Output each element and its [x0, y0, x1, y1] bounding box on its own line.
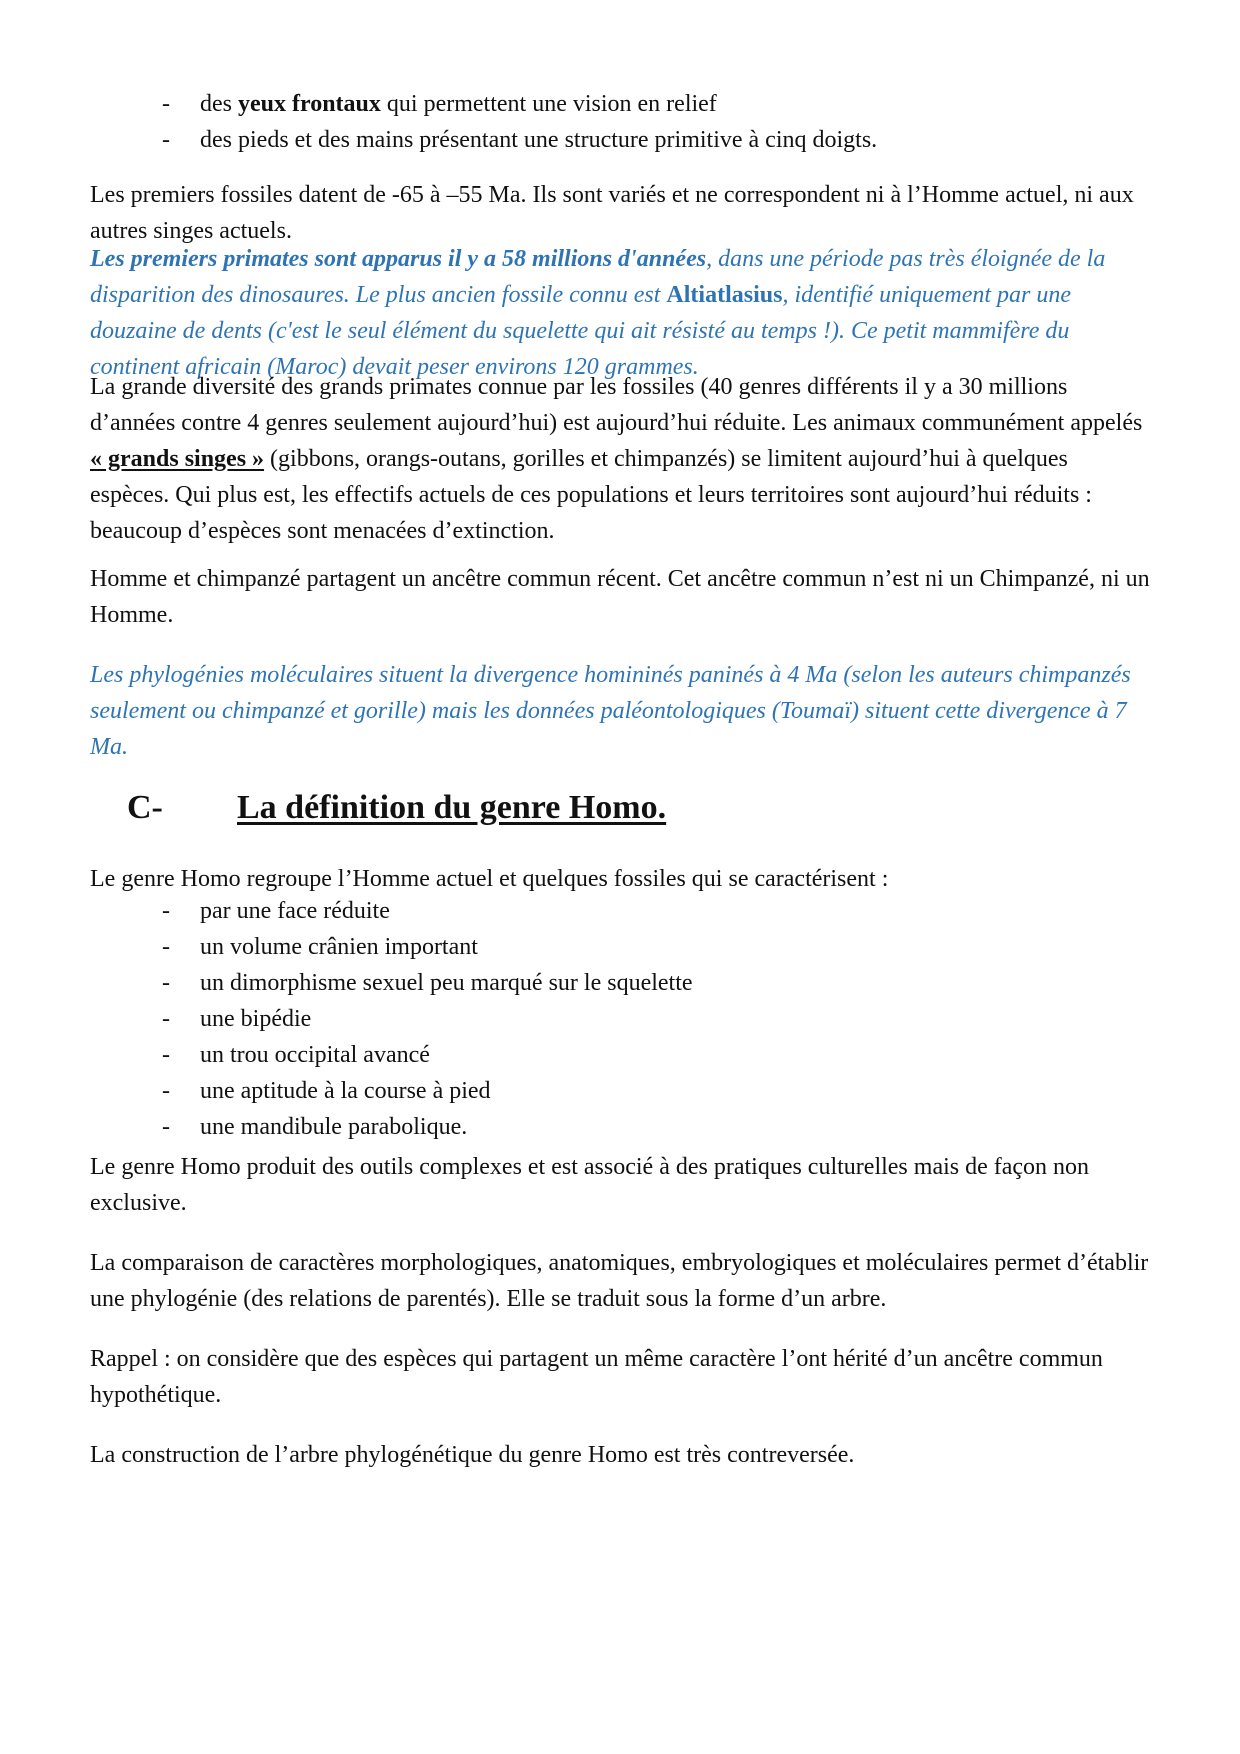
paragraph-comparison: La comparaison de caractères morphologiques, anatomiques, embryologiques et moléculaires permet d’établir une phylogénie (des relations de parentés). Elle se traduit sous la forme d’un arbre. [90, 1250, 1149, 1312]
paragraph-primates-highlight: Les premiers primates sont apparus il y a 58 millions d'années, dans une période pas très éloignée de la disparition des dinosaures. Le plus ancien fossile connu est Altiatlasius, identifié uniquement par une douzaine de dents (c'est le seul élément du squelette qui ait résisté au temps !). Ce petit mammifère du continent africain (Maroc) devait peser environs 120 grammes. [90, 246, 1106, 380]
altiatlasius-term: Altiatlasius [666, 282, 783, 308]
paragraph-rappel: Rappel : on considère que des espèces qui partagent un même caractère l’ont hérité d’un ancêtre commun hypothétique. [90, 1346, 1103, 1408]
dash-bullet: - [162, 934, 170, 960]
paragraph-ancestor: Homme et chimpanzé partagent un ancêtre commun récent. Cet ancêtre commun n’est ni un Chimpanzé, ni un Homme. [90, 566, 1150, 628]
dash-bullet: - [162, 970, 170, 996]
section-letter: C- [127, 789, 163, 826]
top-bullet-list [90, 86, 1150, 158]
paragraph-genre-intro: Le genre Homo regroupe l’Homme actuel et quelques fossiles qui se caractérisent : [90, 866, 889, 892]
bold-term: yeux frontaux [238, 91, 381, 117]
section-title: La définition du genre Homo. [237, 789, 667, 826]
dash-bullet: - [162, 1114, 170, 1140]
section-heading [127, 786, 666, 830]
list-item: - des pieds et des mains présentant une structure primitive à cinq doigts. [90, 122, 1150, 158]
homo-traits-list [90, 893, 1150, 1145]
grands-singes-term: « grands singes » [90, 446, 265, 472]
list-item: - un volume crânien important [90, 929, 1150, 965]
list-item: - un dimorphisme sexuel peu marqué sur le squelette [90, 965, 1150, 1001]
dash-bullet: - [162, 91, 170, 117]
paragraph-phylogenies-highlight: Les phylogénies moléculaires situent la divergence homininés paninés à 4 Ma (selon les auteurs chimpanzés seulement ou chimpanzé et gorille) mais les données paléontologiques (Toumaï) situent cette divergence à 7 Ma. [90, 662, 1131, 760]
list-item: - une bipédie [90, 1001, 1150, 1037]
dash-bullet: - [162, 127, 170, 153]
dash-bullet: - [162, 1006, 170, 1032]
paragraph-diversity: La grande diversité des grands primates connue par les fossiles (40 genres différents il y a 30 millions d’années contre 4 genres seulement aujourd’hui) est aujourd’hui réduite. Les animaux communément appelés « grands singes » (gibbons, orangs-outans, gorilles et chimpanzés) se limitent aujourd’hui à quelques espèces. Qui plus est, les effectifs actuels de ces populations et leurs territoires sont aujourd’hui réduits : beaucoup d’espèces sont menacées d’extinction. [90, 374, 1143, 544]
paragraph-tools: Le genre Homo produit des outils complexes et est associé à des pratiques culturelles mais de façon non exclusive. [90, 1154, 1090, 1216]
list-item: - un trou occipital avancé [90, 1037, 1150, 1073]
paragraph-tree: La construction de l’arbre phylogénétique du genre Homo est très contreversée. [90, 1442, 855, 1468]
dash-bullet: - [162, 1078, 170, 1104]
paragraph-fossils: Les premiers fossiles datent de -65 à –55 Ma. Ils sont variés et ne correspondent ni à l’Homme actuel, ni aux autres singes actuels. [90, 182, 1134, 244]
list-item: - par une face réduite [90, 893, 1150, 929]
list-item: - une aptitude à la course à pied [90, 1073, 1150, 1109]
list-item: - une mandibule parabolique. [90, 1109, 1150, 1145]
dash-bullet: - [162, 1042, 170, 1068]
dash-bullet: - [162, 898, 170, 924]
list-item: - des yeux frontaux qui permettent une vision en relief [90, 86, 1150, 122]
